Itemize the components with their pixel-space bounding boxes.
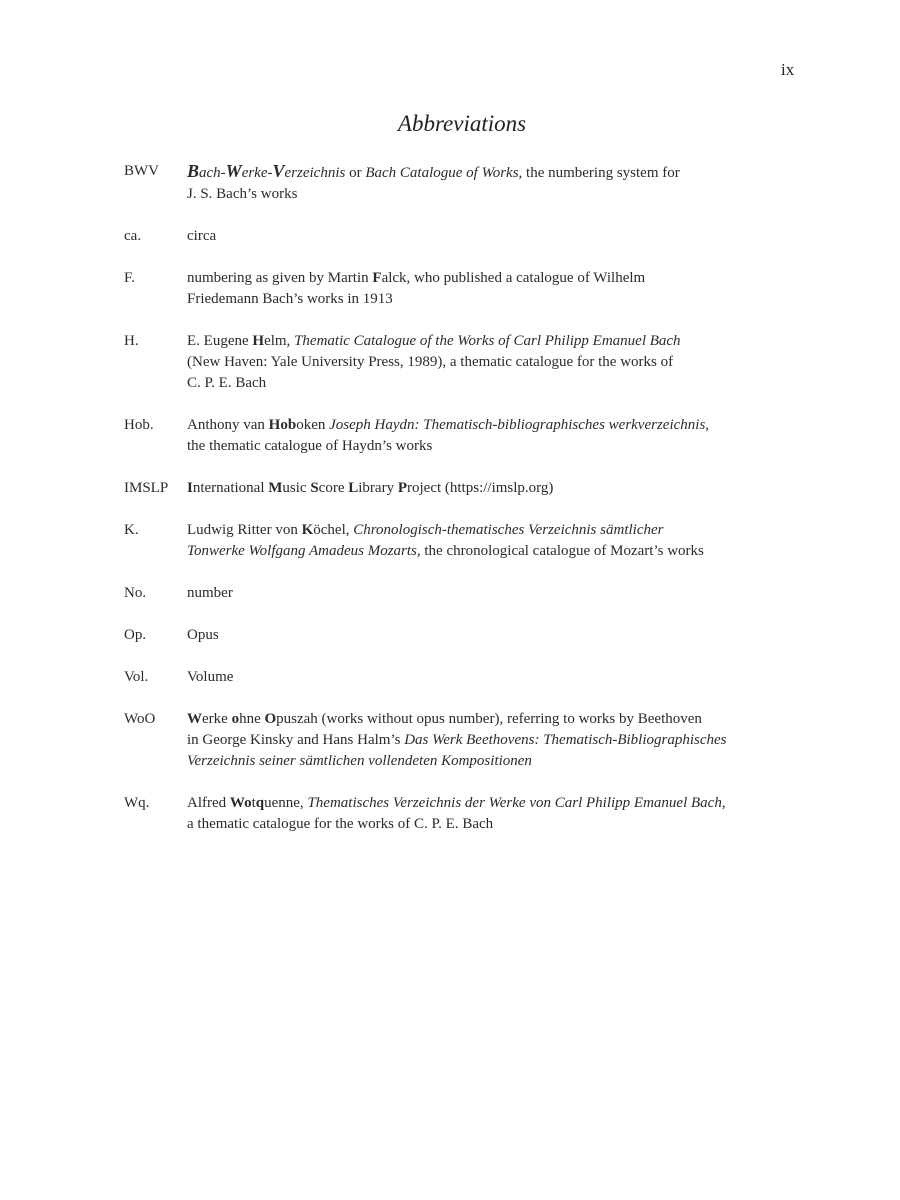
abbreviation-entry	[124, 161, 784, 205]
abbreviation-definition: Anthony van Hoboken Joseph Haydn: Thematisch-bibliographisches werkverzeichnis, the thematic catalogue of Haydn’s works	[187, 417, 710, 454]
abbreviation-definition: numbering as given by Martin Falck, who published a catalogue of Wilhelm Friedemann Bach’s works in 1913	[187, 270, 646, 307]
abbreviation-entry	[124, 331, 784, 394]
abbreviation-definition: number	[187, 585, 233, 601]
abbreviation-entry	[124, 520, 784, 562]
abbreviation-term: ca.	[124, 228, 142, 244]
abbreviation-definition: circa	[187, 228, 217, 244]
abbreviation-entry	[124, 268, 784, 310]
abbreviation-term: H.	[124, 333, 139, 349]
abbreviation-term: Op.	[124, 627, 147, 643]
abbreviation-term: Hob.	[124, 417, 154, 433]
abbreviation-term: No.	[124, 585, 147, 601]
abbreviation-list	[124, 161, 784, 835]
abbreviation-term: IMSLP	[124, 480, 169, 496]
page-number: ix	[781, 60, 795, 79]
abbreviation-term: Vol.	[124, 669, 149, 685]
abbreviation-definition: Opus	[187, 627, 219, 643]
abbreviation-definition: Ludwig Ritter von Köchel, Chronologisch-thematisches Verzeichnis sämtlicher Tonwerke Wolfgang Amadeus Mozarts, the chronological catalogue of Mozart’s works	[187, 522, 704, 559]
page-title: Abbreviations	[397, 111, 527, 136]
abbreviation-term: Wq.	[124, 795, 150, 811]
abbreviation-term: BWV	[124, 163, 159, 179]
abbreviation-entry	[124, 415, 784, 457]
abbreviation-term: WoO	[124, 711, 156, 727]
abbreviation-entry	[124, 226, 784, 247]
abbreviation-definition: Volume	[187, 669, 234, 685]
abbreviation-definition: Alfred Wotquenne, Thematisches Verzeichnis der Werke von Carl Philipp Emanuel Bach, a thematic catalogue for the works of C. P. E. Bach	[187, 795, 726, 832]
abbreviation-entry	[124, 625, 784, 646]
abbreviation-definition: E. Eugene Helm, Thematic Catalogue of the Works of Carl Philipp Emanuel Bach (New Haven: Yale University Press, 1989), a thematic catalogue for the works of C. P. E. Bach	[187, 333, 681, 391]
abbreviation-entry	[124, 667, 784, 688]
abbreviation-definition: International Music Score Library Project (https://imslp.org)	[187, 480, 554, 496]
abbreviation-entry	[124, 793, 784, 835]
abbreviation-definition: Bach-Werke-Verzeichnis or Bach Catalogue of Works, the numbering system for J. S. Bach’s works	[187, 161, 680, 202]
abbreviation-term: F.	[124, 270, 135, 286]
abbreviation-definition: Werke ohne Opuszah (works without opus number), referring to works by Beethoven in George Kinsky and Hans Halm’s Das Werk Beethovens: Thematisch-Bibliographisches Verzeichnis seiner sämtlichen vollendeten Kompositionen	[187, 711, 727, 769]
abbreviation-entry	[124, 583, 784, 604]
abbreviation-term: K.	[124, 522, 139, 538]
abbreviation-entry	[124, 709, 784, 772]
abbreviation-entry	[124, 478, 784, 499]
